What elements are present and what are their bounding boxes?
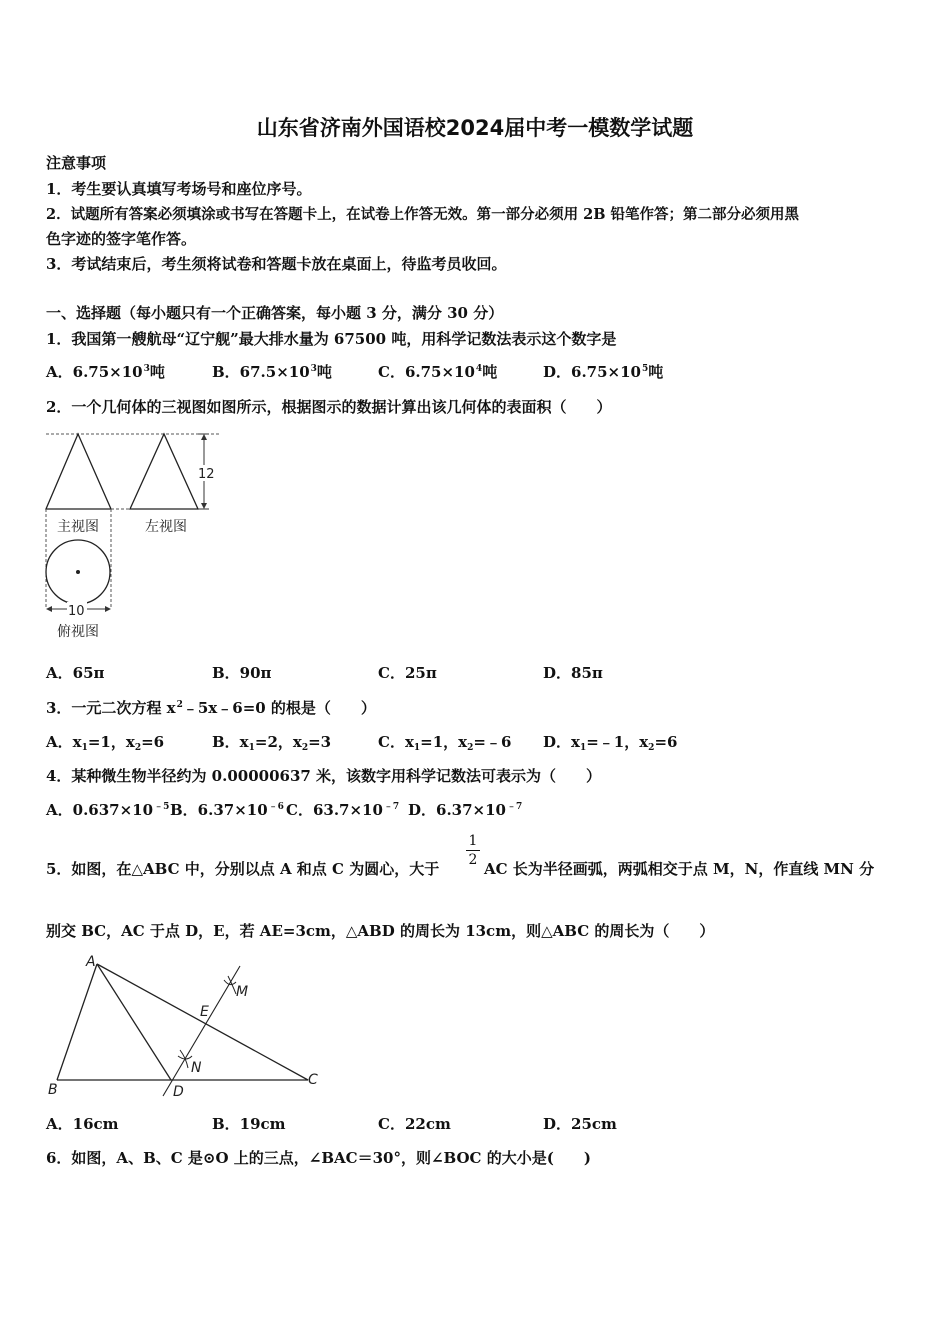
- left-view-label: 左视图: [145, 519, 187, 535]
- question-1: 1．我国第一艘航母“辽宁舰”最大排水量为 67500 吨，用科学记数法表示这个数字是: [46, 330, 617, 348]
- q5-option-b: B．19cm: [212, 1115, 286, 1133]
- q1-option-b: B．$67.5\times 10^3$吨: [212, 363, 332, 381]
- notice-heading: 注意事项: [46, 154, 107, 172]
- question-3: 3．一元二次方程 $x^2﹣5x﹣6=0$ 的根是（ ）: [46, 699, 376, 717]
- q4-option-b: B．$6.37\times 10^{﹣6}$: [170, 801, 284, 819]
- q5-option-d: D．25cm: [543, 1115, 617, 1133]
- point-n-label: N: [191, 1060, 202, 1076]
- q3-option-b: B．$x_1=2$，$x_2=3$: [212, 733, 332, 753]
- q4-option-a: A．$0.637\times 10^{﹣5}$: [46, 801, 170, 819]
- question-5-part-1: 5．如图，在△ABC 中，分别以点 A 和点 C 为圆心，大于: [46, 860, 440, 878]
- q5-option-c: C．22cm: [378, 1115, 451, 1133]
- question-4: 4．某种微生物半径约为 0.00000637 米，该数字用科学记数法可表示为（ ）: [46, 767, 602, 785]
- notice-item-2: 2．试题所有答案必须填涂或书写在答题卡上，在试卷上作答无效。第一部分必须用 2B 铅笔作答；第二部分必须用黑: [46, 206, 800, 223]
- q5-option-a: A．16cm: [46, 1115, 119, 1133]
- q4-option-c: C．$63.7\times 10^{﹣7}$: [286, 801, 400, 819]
- point-e-label: E: [200, 1004, 209, 1020]
- question-5-part-3: 别交 BC，AC 于点 D，E，若 AE=3cm，△ABD 的周长为 13cm，则△ABC 的周长为（ ）: [46, 922, 715, 940]
- q3-option-c: C．$x_1=1$，$x_2=﹣6$: [378, 733, 512, 753]
- front-view-triangle: [46, 434, 111, 509]
- notice-item-3: 3．考试结束后，考生须将试卷和答题卡放在桌面上，待监考员收回。: [46, 255, 507, 273]
- left-view-triangle: [130, 434, 198, 509]
- page-title: 山东省济南外国语校2024届中考一模数学试题: [256, 116, 694, 140]
- fraction-one-half: 1 2: [466, 833, 480, 868]
- point-d-label: D: [173, 1084, 184, 1100]
- front-view-label: 主视图: [57, 519, 99, 535]
- q1-option-d: D．$6.75\times 10^5$吨: [543, 363, 664, 381]
- question-2: 2．一个几何体的三视图如图所示，根据图示的数据计算出该几何体的表面积（ ）: [46, 398, 612, 416]
- q3-option-a: A．$x_1=1$，$x_2=6$: [46, 733, 165, 753]
- top-view-label: 俯视图: [57, 624, 99, 640]
- q3-option-d: D．$x_1=﹣1$，$x_2=6$: [543, 733, 678, 753]
- question-5-part-2: AC 长为半径画弧，两弧相交于点 M，N，作直线 MN 分: [484, 860, 875, 878]
- q2-option-a: A．65π: [46, 664, 105, 682]
- q4-option-d: D．$6.37\times 10^{﹣7}$: [408, 801, 523, 819]
- center-dot: [76, 570, 80, 574]
- q1-option-a: A．$6.75\times 10^3$吨: [46, 363, 165, 381]
- section-heading: 一、选择题（每小题只有一个正确答案，每小题 3 分，满分 30 分）: [46, 304, 504, 322]
- point-a-label: A: [86, 954, 96, 970]
- question-6: 6．如图，A、B、C 是⊙O 上的三点，∠BAC＝30°，则∠BOC 的大小是( ): [46, 1149, 591, 1167]
- three-view-figure: [40, 428, 220, 644]
- q1-option-c: C．$6.75\times 10^4$吨: [378, 363, 498, 381]
- point-m-label: M: [236, 984, 249, 1000]
- q2-option-b: B．90π: [212, 664, 272, 682]
- point-b-label: B: [48, 1082, 58, 1098]
- q2-option-c: C．25π: [378, 664, 437, 682]
- height-label: 12: [198, 467, 215, 482]
- q2-option-d: D．85π: [543, 664, 603, 682]
- notice-item-2-cont: 色字迹的签字笔作答。: [46, 230, 197, 248]
- width-label: 10: [68, 604, 85, 619]
- notice-item-1: 1．考生要认真填写考场号和座位序号。: [46, 180, 312, 198]
- point-c-label: C: [308, 1072, 318, 1088]
- triangle-figure: [40, 950, 330, 1102]
